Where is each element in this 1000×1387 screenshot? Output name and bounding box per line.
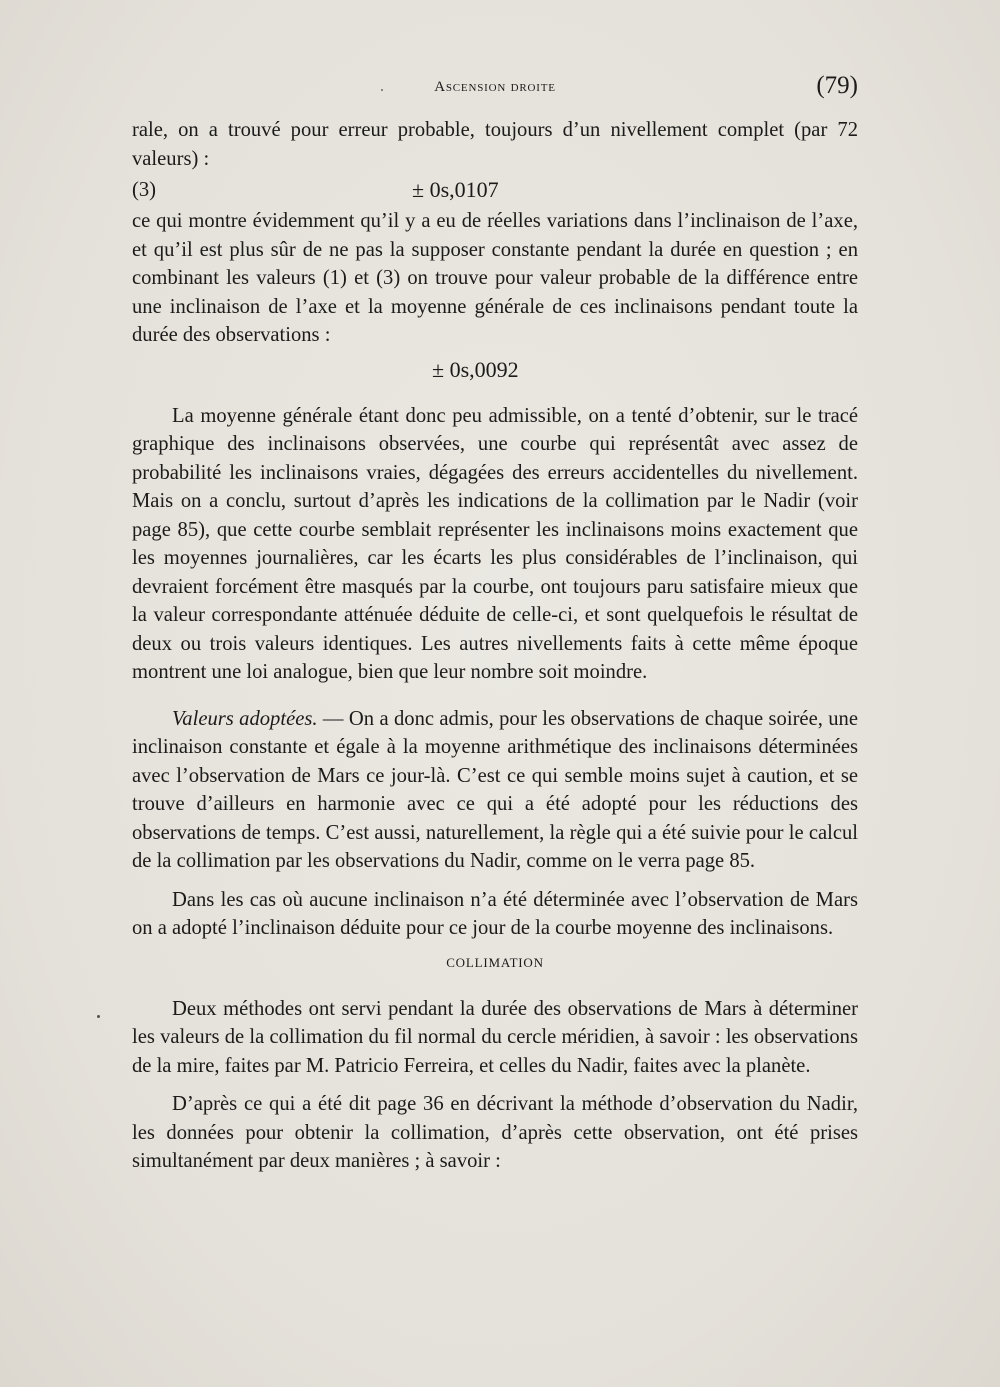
equation-3-label: (3)	[132, 179, 157, 201]
paragraph-4-text: — On a donc admis, pour les observations de chaque soirée, une inclinaison constante et égale à la moyenne arithmétique des inclinaisons déterminées avec l’observation de Mars ce jour-là. C’est ce qui semble moins sujet à caution, et se trouve d’ailleurs en harmonie avec ce qui a été adopté pour les réductions des observations de temps. C’est aussi, naturellement, la règle qui a été suivie pour le calcul de la collimation par les observations du Nadir, comme on le verra page 85.	[132, 707, 858, 872]
equation-3-value: ± 0s,0107	[412, 177, 499, 202]
spacer	[132, 876, 858, 886]
paragraph-7: D’après ce qui a été dit page 36 en décrivant la méthode d’observation du Nadir, les données pour obtenir la collimation, d’après cette observation, ont été prises simultanément par deux manières ; à savoir :	[132, 1093, 858, 1172]
paper-speck	[381, 89, 383, 91]
paragraph-3: La moyenne générale étant donc peu admissible, on a tenté d’obtenir, sur le tracé graphique des inclinaisons observées, une courbe qui représentât avec assez de probabilité les inclinaisons vraies, dégagées des erreurs accidentelles du nivellement. Mais on a conclu, surtout d’après les indications de la collimation par le Nadir (voir page 85), que cette courbe semblait représenter les inclinaisons moins exactement que les moyennes journalières, car les écarts les plus considérables de l’inclinaison, qui devraient forcément être masqués par la courbe, ont toujours paru satisfaire mieux que la valeur correspondante atténuée déduite de celle-ci, et sont quelquefois le résultat de deux ou trois valeurs identiques. Les autres nivellements faits à cette même époque montrent une loi analogue, bien que leur nombre soit moindre.	[132, 404, 858, 683]
spacer	[132, 390, 858, 402]
paragraph-6: Deux méthodes ont servi pendant la durée des observations de Mars à déterminer les valeurs de la collimation du fil normal du cercle méridien, à savoir : les observations de la mire, faites par M. Patricio Ferreira, et celles du Nadir, faites avec la planète.	[132, 997, 858, 1077]
page-number: (79)	[816, 72, 858, 99]
paragraph-2: ce qui montre évidemment qu’il y a eu de réelles variations dans l’inclinaison de l’axe, et qu’il est plus sûr de ne pas la supposer constante pendant la durée en question ; en combinant les valeurs (1) et (3) on trouve pour valeur probable de la différence entre une inclinaison de l’axe et la moyenne générale de ces inclinaisons pendant toute la durée des observations :	[132, 210, 858, 346]
main-text	[132, 116, 858, 1176]
paragraph-4-lead: Valeurs adoptées.	[172, 707, 318, 730]
page-header	[132, 72, 858, 106]
paragraph-5: Dans les cas où aucune inclinaison n’a été déterminée avec l’observation de Mars on a adopté l’inclinaison déduite pour ce jour de la courbe moyenne des inclinaisons.	[132, 888, 858, 939]
running-title: Ascension droite	[434, 79, 556, 95]
spacer	[132, 687, 858, 705]
section-title: COLLIMATION	[446, 954, 544, 970]
paragraph-1: rale, on a trouvé pour erreur probable, toujours d’un nivellement complet (par 72 valeurs) :	[132, 119, 858, 170]
paper-speck	[97, 1015, 100, 1018]
equation-4: ± 0s,0092	[432, 356, 519, 382]
spacer	[132, 1080, 858, 1090]
paragraph-4	[132, 705, 858, 876]
spacer	[132, 983, 858, 995]
equation-3	[132, 173, 858, 207]
